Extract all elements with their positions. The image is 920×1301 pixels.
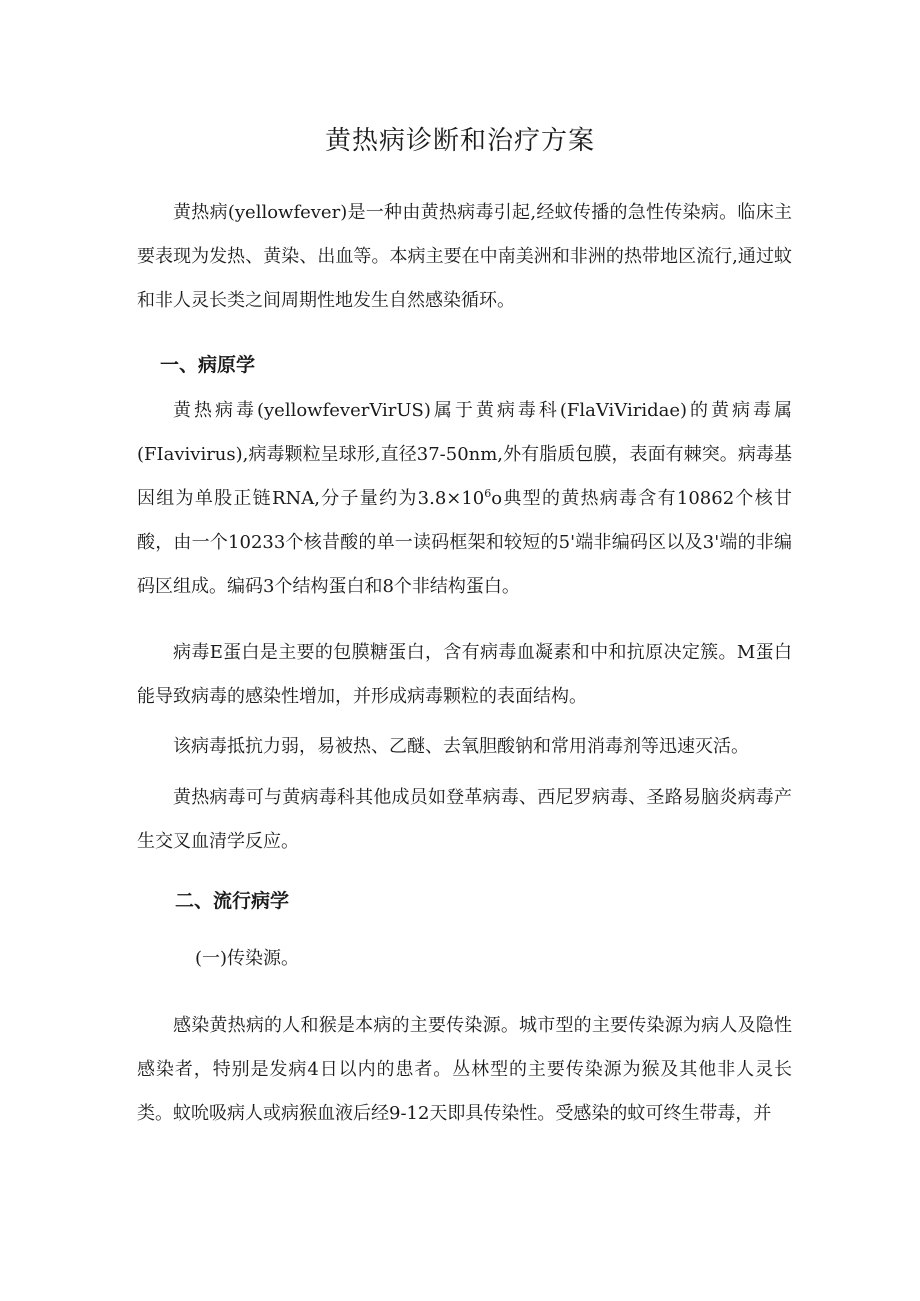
- pathogen-paragraph-2: 病毒E蛋白是主要的包膜糖蛋白，含有病毒血凝素和中和抗原决定簇。M蛋白能导致病毒的感染性增加，并形成病毒颗粒的表面结构。: [137, 642, 792, 707]
- pathogen-paragraph-3: 该病毒抵抗力弱，易被热、乙醚、去氧胆酸钠和常用消毒剂等迅速灭活。: [173, 736, 749, 757]
- exponent: 6: [484, 487, 492, 500]
- subheading-infection-source: (一)传染源。: [195, 948, 300, 969]
- pathogen-text-b: o典型的黄热病毒含有10862个核甘酸，由一个10233个核昔酸的单一读码框架和较短的5'端非编码区以及3'端的非编码区组成。编码3个结构蛋白和8个非结构蛋白。: [137, 488, 792, 597]
- pathogen-text-a: 黄热病毒(yellowfeverVirUS)属于黄病毒科(FlaViViridae)的黄病毒属(FIavivirus),病毒颗粒呈球形,直径37-50nm,外有脂质包膜，表面有棘突。病毒基因组为单股正链RNA,分子量约为3.8×10: [137, 400, 792, 509]
- section-heading-pathogen: 一、病原学: [160, 354, 256, 376]
- intro-paragraph: 黄热病(yellowfever)是一种由黄热病毒引起,经蚊传播的急性传染病。临床主要表现为发热、黄染、出血等。本病主要在中南美洲和非洲的热带地区流行,通过蚊和非人灵长类之间周期性地发生自然感染循环。: [137, 202, 792, 311]
- pathogen-paragraph-4: 黄热病毒可与黄病毒科其他成员如登革病毒、西尼罗病毒、圣路易脑炎病毒产生交叉血清学反应。: [137, 787, 792, 852]
- page-title: 黄热病诊断和治疗方案: [324, 126, 595, 156]
- epidemiology-paragraph-1: 感染黄热病的人和猴是本病的主要传染源。城市型的主要传染源为病人及隐性感染者，特别是发病4日以内的患者。丛林型的主要传染源为猴及其他非人灵长类。蚊吮吸病人或病猴血液后经9-12天即具传染性。受感染的蚊可终生带毒，并: [137, 1015, 792, 1124]
- section-heading-epidemiology: 二、流行病学: [175, 890, 290, 912]
- pathogen-paragraph-1: [137, 389, 792, 609]
